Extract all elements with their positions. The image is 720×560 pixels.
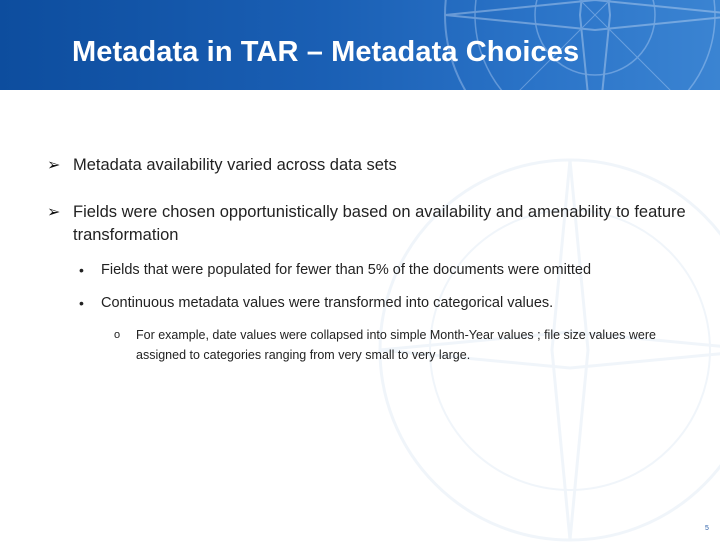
dot-bullet-icon: • [79, 295, 84, 311]
bullet-text: Continuous metadata values were transformed into categorical values. [101, 295, 554, 311]
bullet-level3 [114, 325, 676, 365]
title-banner [0, 0, 720, 90]
bullet-text: Fields were chosen opportunistically based on availability and amenability to feature transformation [73, 203, 686, 244]
dot-bullet-icon: • [79, 262, 84, 278]
bullet-level2 [79, 293, 701, 313]
circle-bullet-icon: o [114, 329, 121, 341]
bullet-level1 [47, 201, 693, 247]
bullet-text: Fields that were populated for fewer than 5% of the documents were omitted [101, 262, 592, 278]
slide-title: Metadata in TAR – Metadata Choices [72, 36, 580, 68]
arrow-bullet-icon: ➢ [47, 204, 61, 221]
bullet-level1 [47, 154, 693, 177]
arrow-bullet-icon: ➢ [47, 157, 61, 174]
bullet-text: For example, date values were collapsed into simple Month-Year values ; file size values were assigned to categories ranging from very small to very large. [136, 328, 656, 362]
bullet-text: Metadata availability varied across data sets [73, 156, 397, 174]
page-number: 5 [705, 525, 709, 532]
bullet-level2 [79, 260, 701, 280]
